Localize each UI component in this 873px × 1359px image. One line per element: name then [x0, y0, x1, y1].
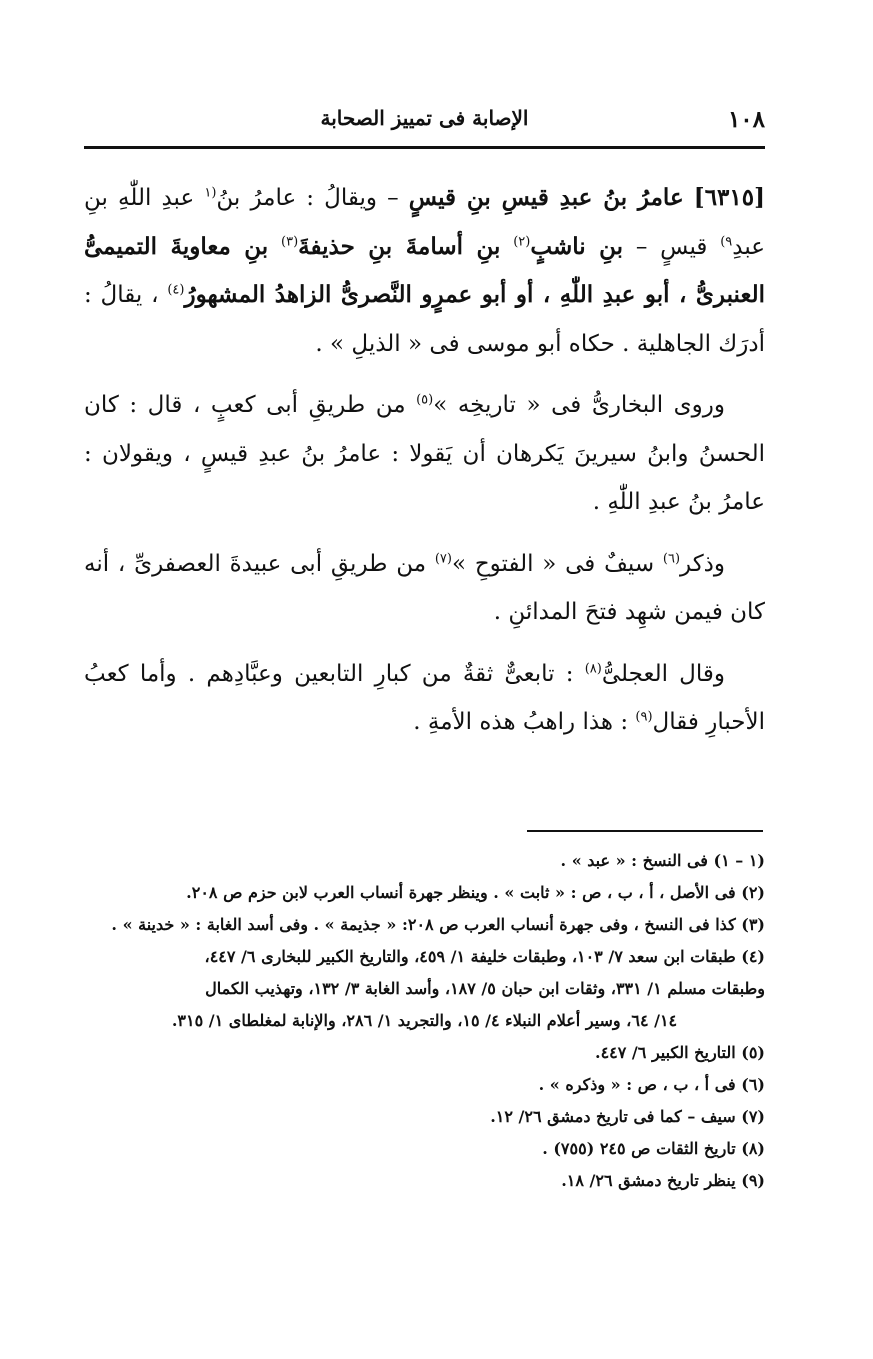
- running-title: الإصابة فى تمييز الصحابة: [320, 106, 529, 130]
- footnote-ref-6[interactable]: (٦): [662, 550, 681, 566]
- p3-text-a: وذكر: [680, 550, 726, 577]
- p3-text-c: من طريقِ أبى عبيدةَ العصفرىِّ ، أنه كان فيمن شهِد فتحَ المدائنِ .: [84, 550, 765, 625]
- p2-text-a: وروى البخارىُّ فى « تاريخِه »: [433, 392, 725, 418]
- alt-name-2: قيسٍ –: [635, 233, 708, 260]
- footnote-1: (١ – ١) فى النسخ : « عبد » .: [560, 851, 765, 870]
- footnote-8: (٨) تاريخ الثقات ص ٢٤٥ (٧٥٥) .: [542, 1139, 765, 1158]
- main-text: [84, 174, 765, 760]
- lineage-1: بنِ ناشبٍ: [530, 232, 624, 260]
- footnote-ref-9[interactable]: (٩): [635, 709, 653, 725]
- lineage-2: بنِ أسامةَ بنِ حذيفةَ: [298, 232, 501, 260]
- p3-text-b: سيفٌ فى « الفتوحِ »: [451, 550, 655, 577]
- p4-text-a: وقال العجلىُّ: [601, 660, 726, 687]
- paragraph-sayf: [84, 540, 765, 637]
- footnote-ref-9-close[interactable]: ٩): [720, 233, 733, 249]
- footnote-3: (٣) كذا فى النسخ ، وفى جهرة أنساب العرب ص ٢٠٨: « جذيمة » . وفى أسد الغابة : « خدينة » .: [111, 915, 765, 934]
- footnotes: [84, 845, 765, 1197]
- footnote-separator: [527, 830, 763, 832]
- alt-name-1: عبدِ اللّٰهِ بنِ عبدِ: [84, 185, 765, 260]
- p4-text-c: : هذا راهبُ هذه الأمةِ .: [413, 709, 629, 735]
- footnote-2: (٢) فى الأصل ، أ ، ب ، ص : « ثابت » . وينظر جهرة أنساب العرب لابن حزم ص ٢٠٨.: [186, 883, 765, 902]
- footnote-4: (٤) طبقات ابن سعد ٧/ ١٠٣، وطبقات خليفة ١/ ٤٥٩، والتاريخ الكبير للبخارى ٦/ ٤٤٧،: [204, 947, 765, 966]
- footnote-ref-2[interactable]: (٢): [513, 233, 531, 249]
- footnote-4-cont-1: وطبقات مسلم ١/ ٣٣١، وثقات ابن حبان ٥/ ١٨٧، وأسد الغابة ٣/ ١٣٢، وتهذيب الكمال: [205, 979, 765, 998]
- entry-line-4: أدرَك الجاهلية . حكاه أبو موسى فى « الذيلِ » .: [315, 330, 765, 357]
- page-number: ١٠٨: [727, 106, 765, 133]
- paragraph-bukhari: [84, 381, 765, 527]
- entry-number: [٦٣١٥]: [693, 184, 765, 211]
- header-rule: [84, 146, 765, 149]
- footnote-ref-7[interactable]: (٧): [434, 550, 452, 566]
- footnote-5: (٥) التاريخ الكبير ٦/ ٤٤٧.: [595, 1043, 765, 1062]
- lineage-3: بنِ معاويةَ التميمىُّ العنبرىُّ ، أبو عبدِ اللّٰهِ ، أو أبو عمرٍو النَّصرىُّ الزاهدُ المشهورُ: [84, 232, 765, 308]
- footnote-ref-3[interactable]: (٣): [281, 233, 299, 249]
- paragraph-ijli: [84, 650, 765, 747]
- footnote-ref-5[interactable]: (٥): [416, 392, 434, 408]
- footnote-ref-8[interactable]: (٨): [584, 660, 602, 676]
- entry-heading: عامرُ بنُ عبدِ قيسِ بنِ قيسٍ: [408, 184, 684, 211]
- p2-text-b: من طريقِ أبى كعبٍ ، قال : كان الحسنُ وابنُ سيرينَ يَكرهان أن يَقولا : عامرُ بنُ عبدِ قيسٍ ، ويقولان : عامرُ بنُ عبدِ اللّٰهِ .: [84, 392, 765, 515]
- footnote-4-cont-2: ١٤/ ٦٤، وسير أعلام النبلاء ٤/ ١٥، والتجريد ١/ ٢٨٦، والإنابة لمغلطاى ١/ ٣١٥.: [171, 1011, 678, 1030]
- alt-intro: – ويقالُ : عامرُ بنُ: [216, 185, 399, 211]
- footnote-ref-1[interactable]: (١: [204, 185, 217, 201]
- entry-paragraph: [84, 174, 765, 368]
- footnote-7: (٧) سيف – كما فى تاريخ دمشق ٢٦/ ١٢.: [490, 1107, 765, 1126]
- page-header: [84, 100, 765, 140]
- p4-text-b: : تابعىٌّ ثقةٌ من كبارِ التابعين وعبَّادِهم . وأما كعبُ الأحبارِ فقال: [84, 660, 765, 735]
- footnote-ref-4[interactable]: (٤): [167, 282, 185, 298]
- footnote-9: (٩) ينظر تاريخ دمشق ٢٦/ ١٨.: [561, 1171, 765, 1190]
- lineage-tail: ، يقالُ :: [84, 282, 159, 308]
- footnote-6: (٦) فى أ ، ب ، ص : « وذكره » .: [538, 1075, 765, 1094]
